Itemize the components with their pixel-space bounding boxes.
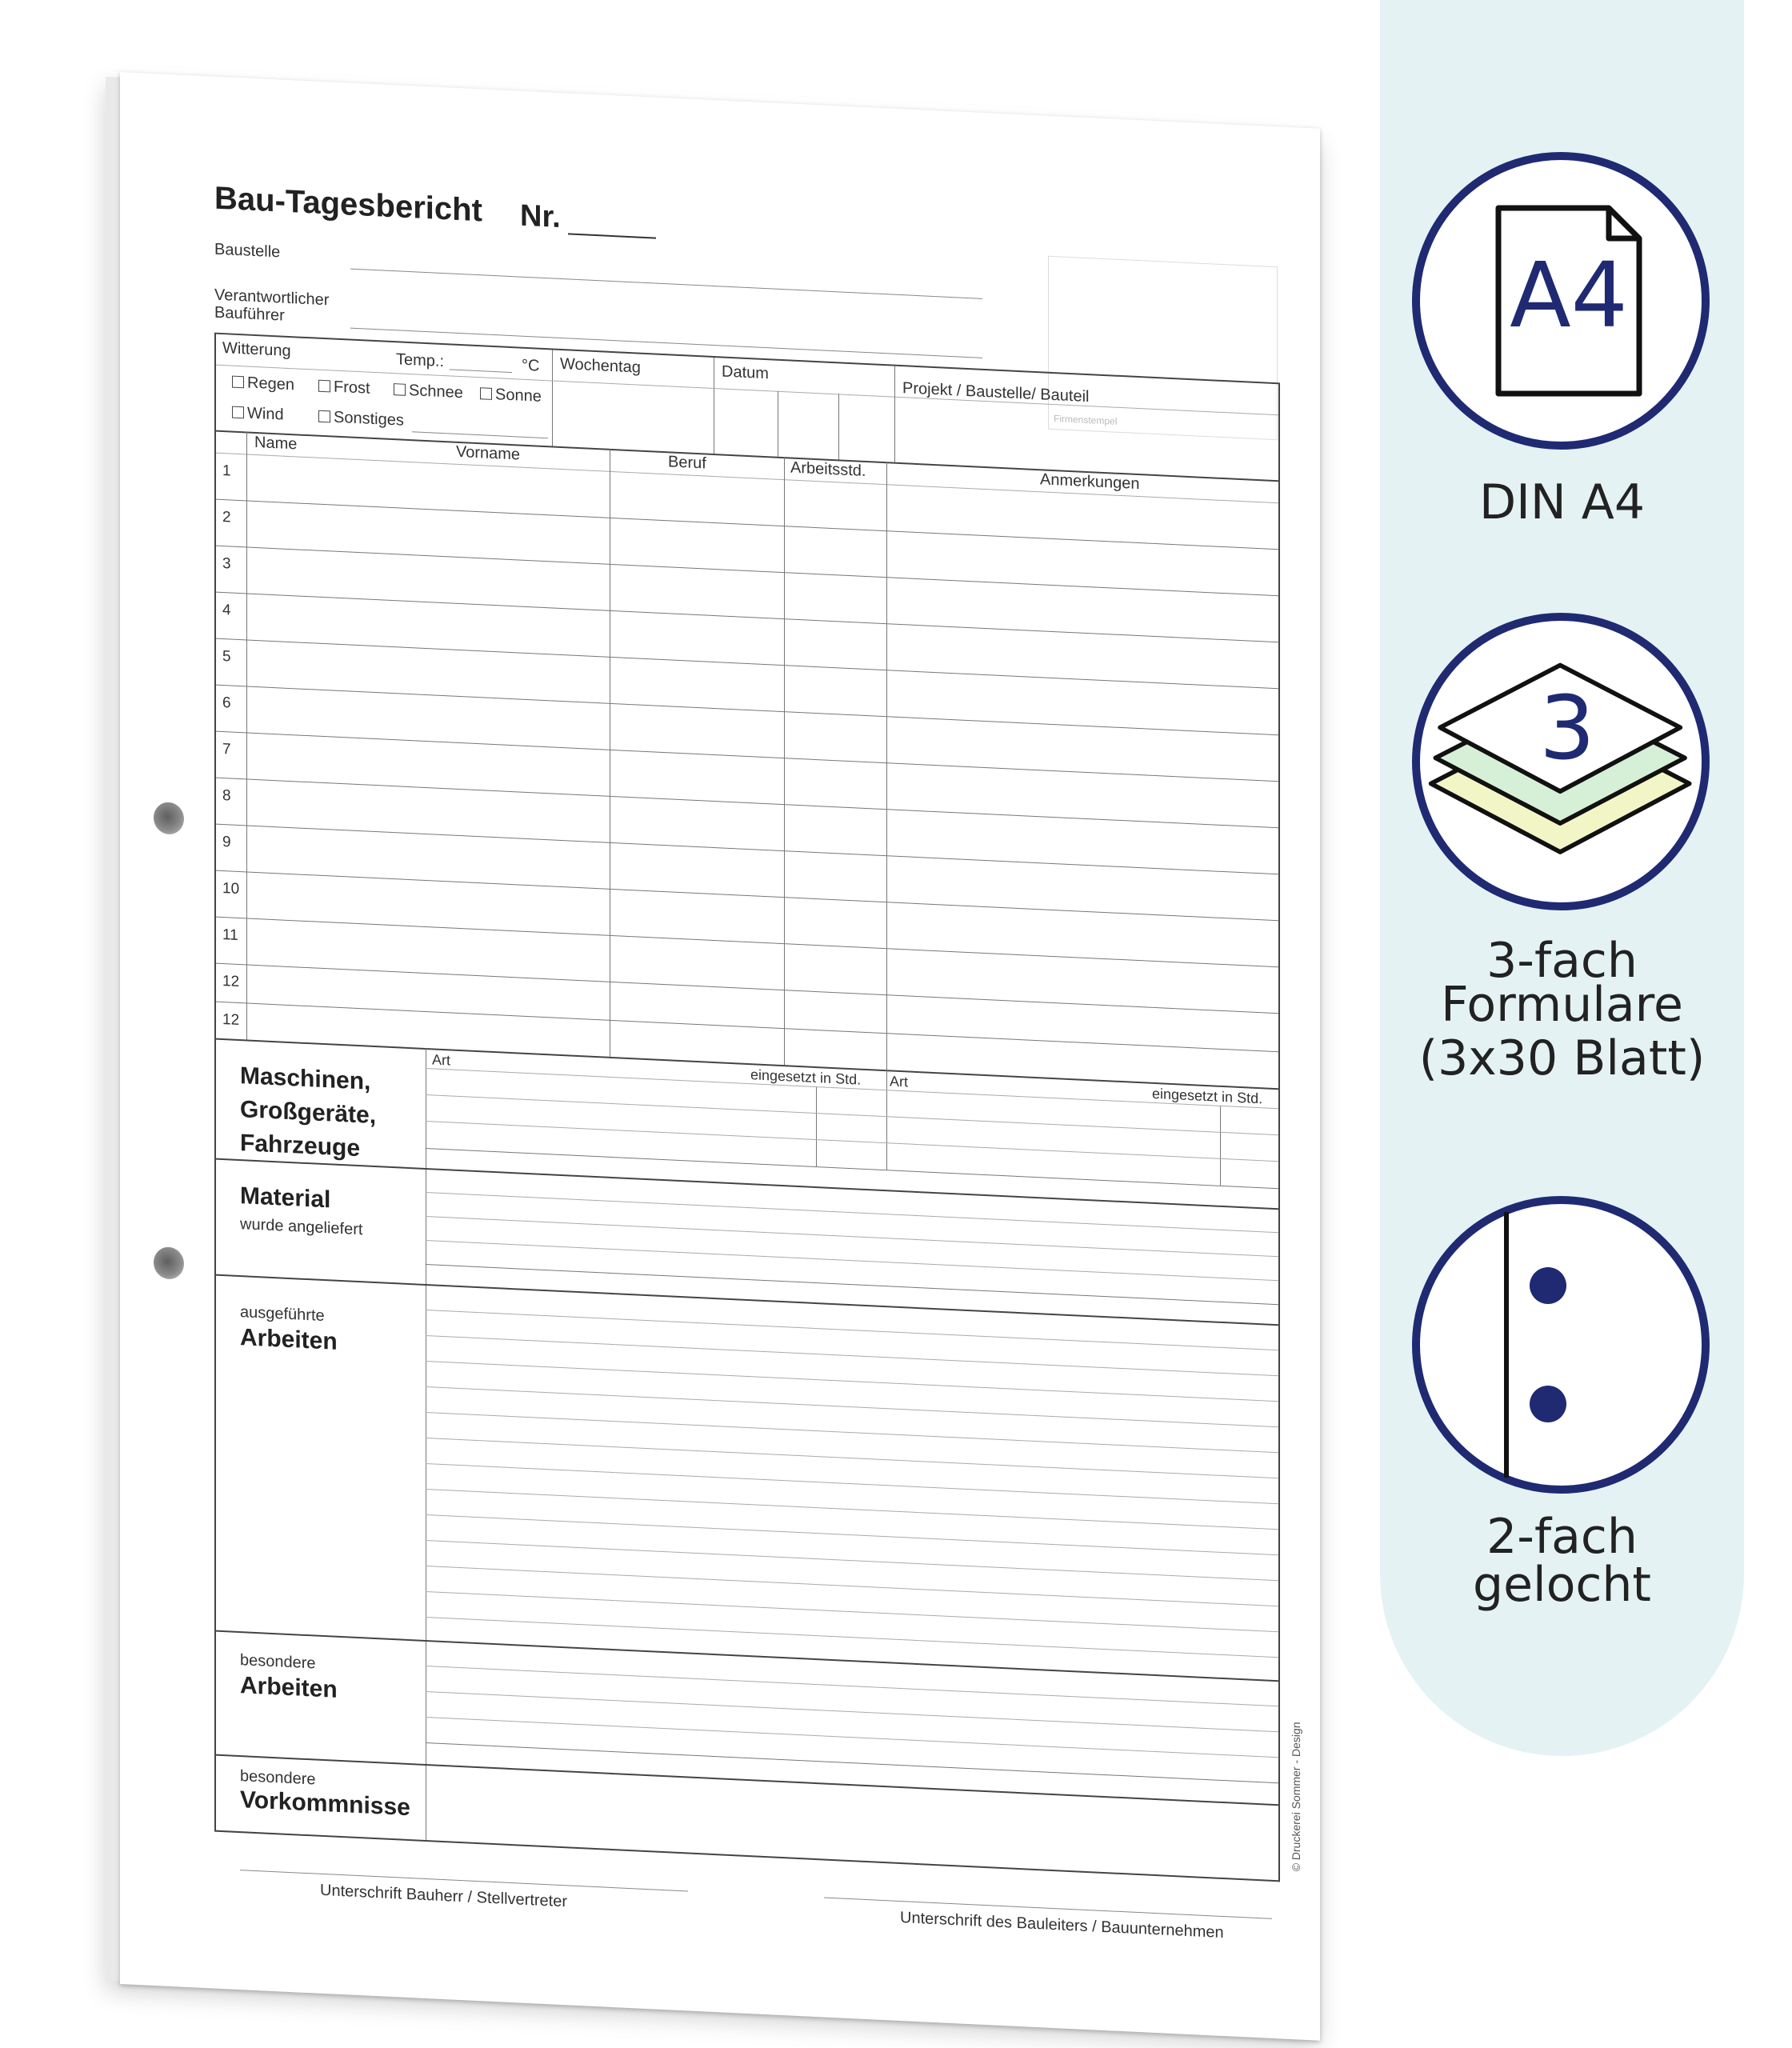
temp-label: Temp.: — [396, 350, 445, 371]
material-title: Material — [240, 1182, 331, 1214]
weather-option-sonne[interactable]: Sonne — [480, 385, 542, 406]
machines-hours-label-2: eingesetzt in Std. — [1152, 1085, 1263, 1107]
checkbox-icon — [232, 406, 244, 419]
bauleiter-label-1: Verantwortlicher — [214, 286, 330, 310]
besondere-arbeiten-title: Arbeiten — [240, 1672, 338, 1703]
col-vorname: Vorname — [456, 442, 521, 464]
form-nr-label: Nr. — [520, 198, 561, 234]
col-beruf: Beruf — [668, 453, 706, 473]
row-number: 10 — [222, 880, 240, 898]
col-anmerkungen: Anmerkungen — [1040, 470, 1140, 494]
punch-hole-top — [154, 802, 184, 835]
machines-title-3: Fahrzeuge — [240, 1130, 361, 1162]
machines-art-label-2: Art — [890, 1073, 909, 1090]
caption-gelocht: gelocht — [1473, 1557, 1651, 1613]
row-number: 3 — [222, 555, 231, 573]
machines-title-2: Großgeräte, — [240, 1096, 377, 1130]
a4-badge — [1412, 152, 1710, 450]
row-number: 12 — [222, 973, 240, 991]
signature-left-label: Unterschrift Bauherr / Stellvertreter — [320, 1881, 567, 1911]
weather-option-regen[interactable]: Regen — [232, 374, 294, 395]
weather-option-schnee[interactable]: Schnee — [394, 381, 463, 402]
checkbox-icon — [318, 410, 330, 423]
checkbox-icon — [232, 376, 244, 389]
machines-hours-label: eingesetzt in Std. — [750, 1066, 862, 1088]
stamp-label: Firmenstempel — [1054, 413, 1118, 427]
wochentag-label: Wochentag — [560, 354, 641, 377]
checkbox-icon — [480, 387, 492, 400]
material-subtitle: wurde angeliefert — [240, 1215, 363, 1239]
weather-option-wind[interactable]: Wind — [232, 404, 284, 425]
datum-label: Datum — [722, 362, 769, 383]
row-number: 1 — [222, 462, 231, 480]
a4-document-icon — [1420, 160, 1702, 442]
three-layers-icon — [1420, 621, 1702, 902]
layers-icon-text: 3 — [1539, 677, 1595, 779]
row-number: 4 — [222, 602, 231, 619]
besondere-arbeiten-subtitle: besondere — [240, 1651, 316, 1673]
row-number: 2 — [222, 509, 231, 526]
weather-option-sonstiges[interactable]: Sonstiges — [318, 408, 404, 430]
layers-badge — [1412, 613, 1710, 910]
vorkommnisse-title: Vorkommnisse — [240, 1786, 410, 1822]
row-number: 9 — [222, 834, 231, 851]
punch-hole-bottom — [154, 1246, 184, 1280]
machines-art-label: Art — [432, 1051, 451, 1069]
projekt-label: Projekt / Baustelle/ Bauteil — [902, 379, 1090, 406]
row-number: 8 — [222, 787, 231, 805]
caption-formulare: Formulare — [1441, 977, 1683, 1033]
bauleiter-label-2: Bauführer — [214, 303, 285, 325]
caption-blatt: (3x30 Blatt) — [1418, 1030, 1706, 1086]
report-table — [214, 333, 1280, 1882]
machines-title-1: Maschinen, — [240, 1062, 371, 1095]
col-name: Name — [254, 433, 298, 454]
caption-2-fach: 2-fach — [1486, 1509, 1638, 1565]
a4-icon-text: A4 — [1510, 244, 1628, 348]
col-arbeitsstd: Arbeitsstd. — [790, 458, 866, 480]
caption-din-a4: DIN A4 — [1478, 474, 1646, 530]
two-hole-punch-icon — [1420, 1204, 1702, 1486]
signature-right-label: Unterschrift des Bauleiters / Bauunternehmen — [900, 1908, 1224, 1942]
weather-option-frost[interactable]: Frost — [318, 378, 370, 398]
witterung-label: Witterung — [222, 339, 291, 361]
form-sheet — [120, 72, 1320, 2041]
row-number: 5 — [222, 648, 231, 666]
caption-3-fach: 3-fach — [1486, 933, 1638, 989]
temp-unit: °C — [522, 356, 540, 375]
vorkommnisse-subtitle: besondere — [240, 1767, 316, 1789]
baustelle-label: Baustelle — [214, 240, 281, 262]
copyright-text: © Druckerei Sommer - Design — [1290, 1722, 1302, 1872]
arbeiten-title: Arbeiten — [240, 1324, 338, 1355]
checkbox-icon — [394, 383, 406, 396]
form-title: Bau-Tagesbericht — [214, 180, 482, 229]
holes-badge — [1412, 1196, 1710, 1494]
checkbox-icon — [318, 380, 330, 393]
row-number: 6 — [222, 694, 231, 712]
row-number: 11 — [222, 926, 238, 944]
temp-line — [450, 369, 512, 373]
row-number: 12 — [222, 1011, 240, 1030]
arbeiten-subtitle: ausgeführte — [240, 1303, 325, 1326]
row-number: 7 — [222, 741, 231, 758]
